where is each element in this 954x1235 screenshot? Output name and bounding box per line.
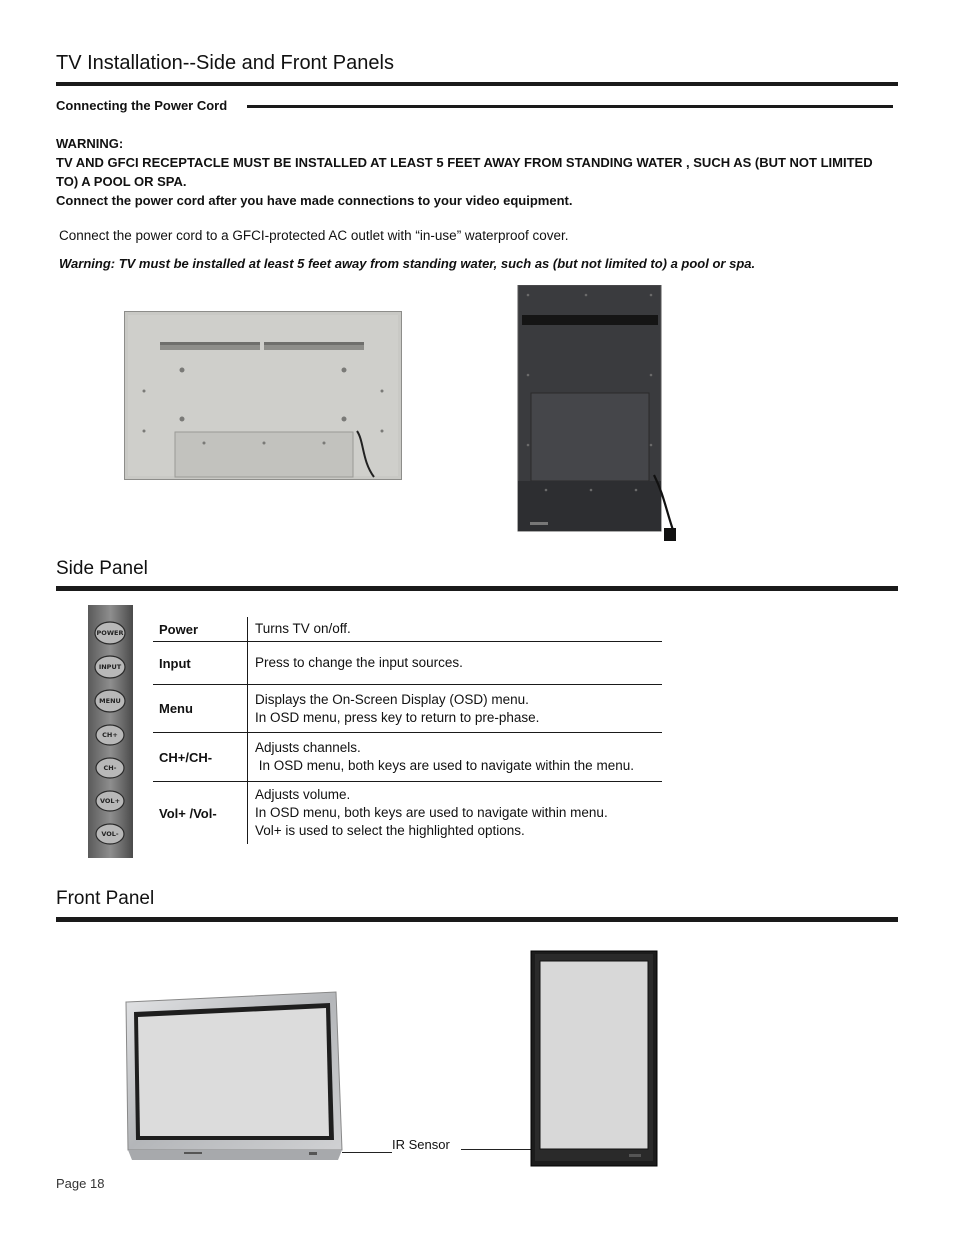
row-key: CH+/CH-: [153, 733, 248, 781]
power-cord-heading: Connecting the Power Cord: [56, 98, 228, 113]
row-line: Turns TV on/off.: [255, 621, 351, 636]
row-key: Menu: [153, 685, 248, 732]
row-line: Adjusts channels.: [255, 740, 361, 755]
row-line: Adjusts volume.: [255, 787, 351, 802]
page-title: TV Installation--Side and Front Panels: [56, 52, 394, 74]
svg-text:POWER: POWER: [96, 629, 124, 637]
warning-line-1: TV AND GFCI RECEPTACLE MUST BE INSTALLED AT LEAST 5 FEET AWAY FROM STANDING WATER , SUCH AS (BUT NOT LIMITED: [56, 155, 873, 170]
tv-front-portrait-image: [529, 949, 660, 1169]
title-divider: [56, 82, 898, 86]
row-description: [248, 733, 662, 781]
tv-back-landscape-image: [124, 311, 402, 481]
svg-text:VOL+: VOL+: [99, 797, 121, 805]
table-row: [153, 733, 662, 782]
row-description: [248, 782, 662, 844]
row-description: [248, 642, 662, 684]
front-panel-heading: Front Panel: [56, 888, 155, 909]
row-key: Input: [153, 642, 248, 684]
warning-label: WARNING:: [56, 136, 124, 151]
table-row: [153, 617, 662, 642]
svg-text:CH-: CH-: [103, 764, 117, 772]
warning-block: [56, 134, 906, 210]
ir-leader-left: [342, 1152, 392, 1153]
tv-back-portrait-image: [516, 285, 684, 547]
warning-line-3: Connect the power cord after you have made connections to your video equipment.: [56, 193, 573, 208]
tv-front-landscape-image: [124, 990, 346, 1175]
table-row: [153, 642, 662, 685]
row-line: Vol+ is used to select the highlighted options.: [255, 823, 525, 838]
ir-leader-right: [461, 1149, 533, 1150]
row-key: Vol+ /Vol-: [153, 782, 248, 844]
front-panel-divider: [56, 917, 898, 922]
row-description: [248, 617, 662, 641]
row-description: [248, 685, 662, 732]
row-line: In OSD menu, both keys are used to navigate within the menu.: [255, 758, 634, 773]
ir-sensor-label: IR Sensor: [392, 1137, 450, 1152]
side-panel-heading: Side Panel: [56, 558, 148, 579]
table-row: [153, 685, 662, 733]
side-panel-table: [153, 617, 662, 844]
power-cord-divider: [247, 105, 893, 108]
row-line: Press to change the input sources.: [255, 655, 463, 670]
row-line: Displays the On-Screen Display (OSD) menu.: [255, 691, 529, 707]
svg-text:CH+: CH+: [102, 731, 118, 739]
row-key: Power: [153, 617, 248, 641]
svg-text:INPUT: INPUT: [98, 663, 122, 671]
table-row: [153, 782, 662, 844]
svg-text:MENU: MENU: [99, 697, 121, 705]
side-panel-button-strip-image: [88, 605, 133, 858]
power-cord-instruction: Connect the power cord to a GFCI-protected AC outlet with “in-use” waterproof cover.: [59, 228, 569, 243]
svg-text:VOL-: VOL-: [101, 830, 119, 838]
row-line: In OSD menu, press key to return to pre-phase.: [255, 709, 540, 725]
side-panel-divider: [56, 586, 898, 591]
row-line: In OSD menu, both keys are used to navigate within menu.: [255, 805, 608, 820]
page-number: Page 18: [56, 1176, 105, 1191]
warning-line-2: TO) A POOL OR SPA.: [56, 174, 187, 189]
italic-warning: Warning: TV must be installed at least 5 feet away from standing water, such as (but not limited to) a pool or spa.: [59, 256, 756, 271]
